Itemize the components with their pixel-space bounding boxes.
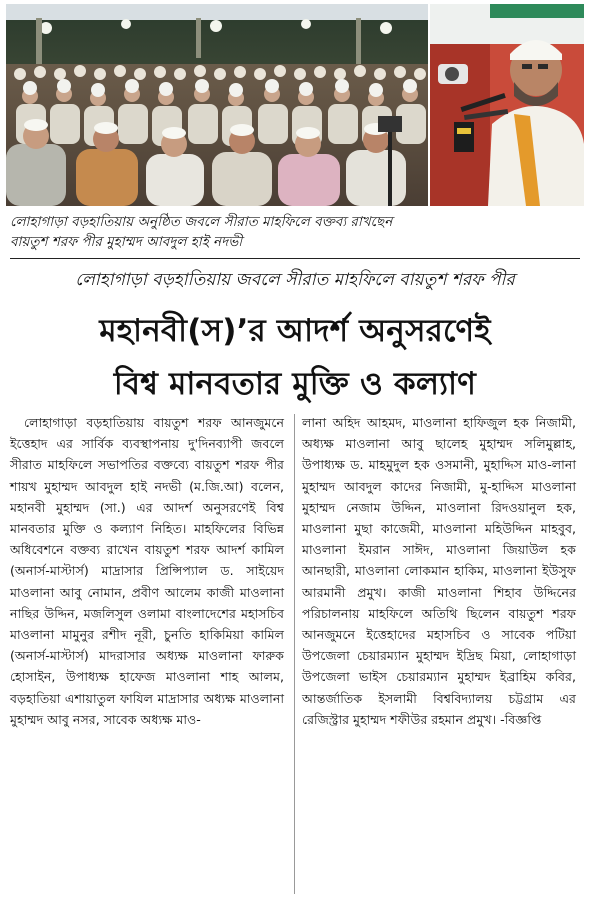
speaker-photo: [430, 4, 584, 206]
photo-strip: [6, 4, 584, 206]
caption-line-1: লোহাগাড়া বড়হাতিয়ায় অনুষ্ঠিত জবলে সীরাত মাহফিলে বক্তব্য রাখছেন: [10, 214, 393, 230]
headline-line-1: মহানবী(স)’র আদর্শ অনুসরণেই: [99, 313, 491, 349]
photo-caption: [10, 212, 580, 252]
article-kicker: লোহাগাড়া বড়হাতিয়ায় জবলে সীরাত মাহফিলে বায়তুশ শরফ পীর: [75, 270, 515, 290]
headline-line-2: বিশ্ব মানবতার মুক্তি ও কল্যাণ: [113, 366, 477, 402]
article-body-column-1: লোহাগাড়া বড়হাতিয়ায় বায়তুশ শরফ আনজুমনে ইত্তেহাদ এর সার্বিক ব্যবস্থাপনায় দু'দিনব্যাপী জবলে সীরাত মাহফিলে সভাপতির বক্তব্যে বায়তুশ শরফ পীর শায়খ মুহাম্মদ আবদুল হাই নদভী (ম.জি.আ) বলেন, মহানবী মুহাম্মদ (সা.) এর আদর্শ অনুসরণেই বিশ্ব মানবতার মুক্তি ও কল্যাণ নিহিত। মাহফিলের বিভিন্ন অধিবেশনে বক্তব্য রাখেন বায়তুশ শরফ আদর্শ কামিল (অনার্স-মাস্টার্স) মাদ্রাসার প্রিন্সিপ্যাল ড. সাইয়েদ মাওলানা আবু নোমান, প্রবীণ আলেম কাজী মাওলানা নাছির উদ্দিন, মজলিসুল ওলামা বাংলাদেশের মহাসচিব মাওলানা মামুনুর রশীদ নূরী, চুনতি হাকিমিয়া কামিল (অনার্স-মাস্টার্স) মাদরাসার অধ্যক্ষ মাওলানা ফারুক হোসাইন, উপাধ্যক্ষ হাফেজ মাওলানা শাহ আলম, বড়হাতিয়া এশায়াতুল ফাযিল মাদ্রাসার অধ্যক্ষ মাওলানা মুহাম্মদ আবু নসর, সাবেক অধ্যক্ষ মাও-: [10, 415, 284, 727]
newspaper-clipping: [6, 4, 584, 900]
caption-divider: [10, 258, 580, 259]
crowd-photo: [6, 4, 428, 206]
article-body-column-2: লানা অহিদ আহমদ, মাওলানা হাফিজুল হক নিজামী, অধ্যক্ষ মাওলানা আবু ছালেহ মুহাম্মদ সলিমুল্লাহ, উপাধ্যক্ষ ড. মাহমুদুল হক ওসমানী, মুহাদ্দিস মাও-লানা মুহাম্মদ আবদুল কাদের নিজামী, মু-হাদ্দিস মাওলানা মুহাম্মদ নেজাম উদ্দিন, মাওলানা রিদওয়ানুল হক, মাওলানা মুছা কাজেমী, মাওলানা মহিউদ্দিন মাহবুব, মাওলানা ইমরান সাঈদ, মাওলানা জিয়াউল হক আনছারী, মাওলানা লোকমান হাকিম, মাওলানা ইউসুফ আরমানী প্রমুখ। কাজী মাওলানা শিহাব উদ্দিনের পরিচালনায় মাহফিলে অতিথি ছিলেন বায়তুশ শরফ আনজুমনে ইত্তেহাদের মহাসচিব ও সাবেক পটিয়া উপজেলা চেয়ারম্যান মুহাম্মদ ইদ্রিছ মিয়া, লোহাগাড়া উপজেলা ভাইস চেয়ারম্যান মুহাম্মদ ইব্রাহিম কবির, আন্তর্জাতিক ইসলামী বিশ্ববিদ্যালয় চট্টগ্রাম এর রেজিস্ট্রার মুহাম্মদ শফীউর রহমান প্রমুখ। -বিজ্ঞপ্তি: [302, 415, 576, 727]
column-divider: [294, 414, 295, 894]
caption-line-2: বায়তুশ শরফ পীর মুহাম্মদ আবদুল হাই নদভী: [10, 234, 243, 250]
